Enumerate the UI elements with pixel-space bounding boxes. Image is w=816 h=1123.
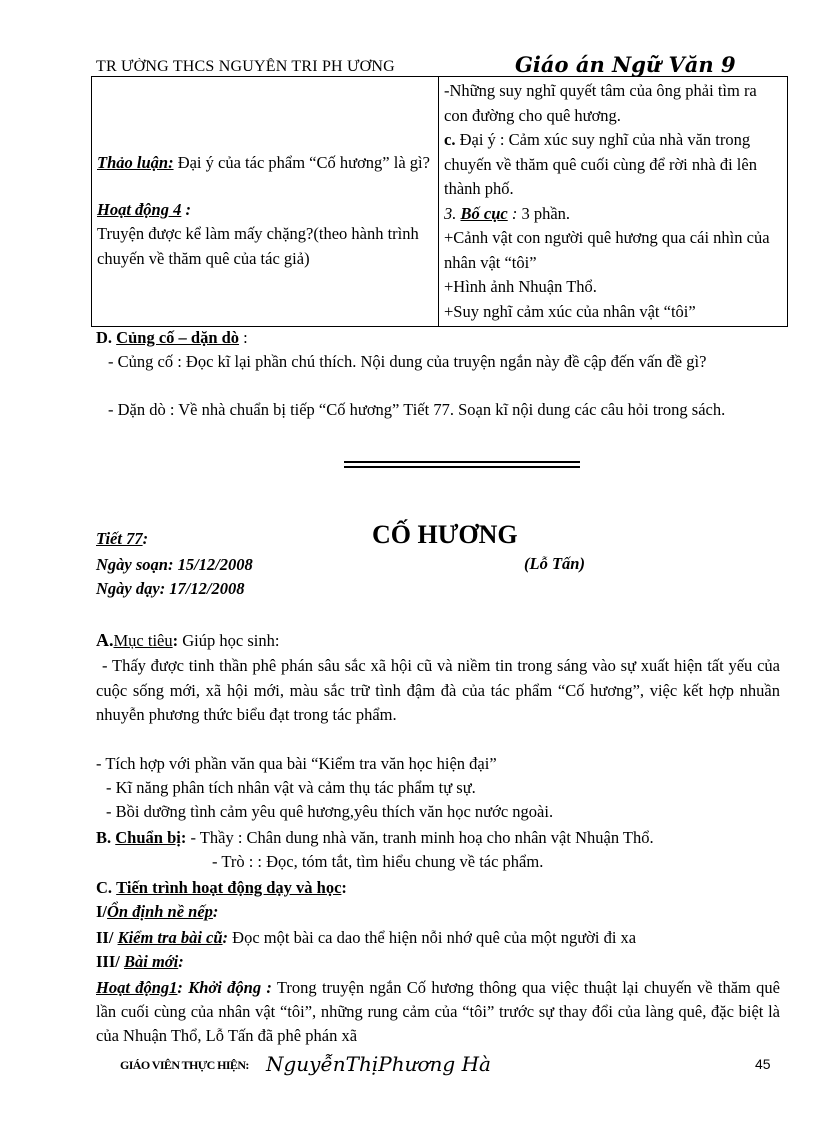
section-d-paragraph-2: - Dặn dò : Về nhà chuẩn bị tiếp “Cố hương” Tiết 77. Soạn kĩ nội dung các câu hỏi trong sách. xyxy=(108,400,726,419)
content-line-2 xyxy=(444,128,782,202)
item-3-colon: : xyxy=(507,203,518,223)
section-a-prefix: A. xyxy=(96,630,114,650)
section-d-colon: : xyxy=(239,328,248,347)
teacher-signature: NguyễnThịPhương Hà xyxy=(266,1052,491,1076)
lesson-title: CỐ HƯƠNG xyxy=(372,520,518,549)
section-a-colon: : xyxy=(172,631,179,650)
item-3-prefix: 3. xyxy=(444,203,457,223)
activity-1-start: Khởi động : xyxy=(188,978,272,997)
step-ii-prefix: II/ xyxy=(96,928,114,947)
page-number: 45 xyxy=(755,1056,771,1072)
period-colon: : xyxy=(142,529,149,548)
table-cell-left xyxy=(92,77,439,327)
section-a-paragraph-3: - Kĩ năng phân tích nhân vật và cảm thụ tác phẩm tự sự. xyxy=(106,778,476,797)
item-3-text: 3 phần. xyxy=(517,203,571,223)
period-label-text: Tiết 77 xyxy=(96,529,143,548)
section-c-heading xyxy=(96,876,780,900)
step-i-prefix: I/ xyxy=(96,902,108,921)
content-line-6: +Suy nghĩ cảm xúc của nhân vật “tôi” xyxy=(444,301,696,321)
discussion-paragraph xyxy=(97,151,433,176)
section-c-colon: : xyxy=(341,878,347,897)
section-a-paragraph-2: - Tích hợp với phần văn qua bài “Kiểm tra văn học hiện đại” xyxy=(96,754,497,773)
section-a-title: Mục tiêu xyxy=(113,631,173,650)
activity-text: Truyện được kể làm mấy chặng?(theo hành trình chuyến về thăm quê của tác giả) xyxy=(97,224,419,268)
divider-line-top xyxy=(344,461,580,463)
section-b-prefix: B. xyxy=(96,828,112,847)
activity-1-paragraph xyxy=(96,976,780,1048)
content-line-1: -Những suy nghĩ quyết tâm của ông phải tìm ra con đường cho quê hương. xyxy=(444,81,757,125)
section-d-paragraph-1: - Củng cố : Đọc kĩ lại phần chú thích. Nội dung của truyện ngắn này đề cập đến vấn đề gì? xyxy=(108,352,707,371)
document-header-title: Giáo án Ngữ Văn 9 xyxy=(515,52,736,77)
teach-date: Ngày dạy: 17/12/2008 xyxy=(96,579,245,598)
section-b-teacher: - Thầy : Chân dung nhà văn, tranh minh hoạ cho nhân vật Nhuận Thổ. xyxy=(186,828,654,847)
activity-colon: : xyxy=(181,199,191,219)
step-ii-text: Đọc một bài ca dao thể hiện nỗi nhớ quê của một người đi xa xyxy=(228,928,637,947)
step-i-colon: : xyxy=(212,902,219,921)
prep-date: Ngày soạn: 15/12/2008 xyxy=(96,555,253,574)
table-cell-right xyxy=(439,77,788,327)
section-b-colon: : xyxy=(180,828,187,847)
section-a-heading xyxy=(96,628,780,653)
section-c-title: Tiến trình hoạt động dạy và học xyxy=(116,878,342,897)
step-iii-prefix: III/ xyxy=(96,952,120,971)
section-a-intro: Giúp học sinh: xyxy=(178,631,280,650)
section-d-title: Củng cố – dặn dò xyxy=(116,328,240,347)
section-d-prefix: D. xyxy=(96,328,113,347)
step-iii-title: Bài mới xyxy=(123,952,179,971)
teacher-label: GIÁO VIÊN THỰC HIỆN: xyxy=(120,1058,249,1072)
activity-heading xyxy=(97,198,433,223)
section-b-heading xyxy=(96,826,780,850)
discussion-text: Đại ý của tác phẩm “Cố hương” là gì? xyxy=(177,153,430,172)
item-c-prefix: c. xyxy=(444,130,456,149)
content-line-4: +Cảnh vật con người quê hương qua cái nhìn của nhân vật “tôi” xyxy=(444,228,770,272)
item-c-text: Đại ý : Cảm xúc suy nghĩ của nhà văn trong chuyến về thăm quê cuối cùng để rời nhà đi lên thành phố. xyxy=(444,130,757,198)
section-d-heading xyxy=(96,326,780,350)
step-iii xyxy=(96,950,780,974)
activity-1-text: Trong truyện ngắn Cố hương thông qua việc thuật lại chuyến về thăm quê lần cuối cùng của nhân vật “tôi”, những rung cảm của “tôi” trước sự thay đổi của làng quê, đặc biệt là của Nhuận Thổ, Lỗ Tấn đã phê phán xã xyxy=(96,978,780,1045)
step-i xyxy=(96,900,780,924)
activity-1-label: Hoạt động1 xyxy=(96,978,178,997)
step-ii-colon: : xyxy=(222,928,229,947)
step-i-title: Ổn định nề nếp xyxy=(107,902,213,921)
activity-label: Hoạt động 4 xyxy=(97,199,182,219)
lesson-author: (Lỗ Tấn) xyxy=(524,554,585,573)
section-a-paragraph-1: - Thấy được tinh thần phê phán sâu sắc xã hội cũ và niềm tin trong sáng vào sự xuất hiện tất yếu của cuộc sống mới, xã hội mới, màu sắc trữ tình đậm đà của tác phẩm “Cố hương”, việc kết hợp nhuần nhuyễn phương thức biểu đạt trong tác phẩm. xyxy=(96,656,780,724)
lesson-table xyxy=(91,76,788,327)
step-ii xyxy=(96,926,780,950)
school-header: TR ƯỜNG THCS NGUYỄN TRI PH ƯƠNG xyxy=(96,58,395,74)
content-line-3 xyxy=(444,202,782,227)
section-b-student: - Trò : : Đọc, tóm tắt, tìm hiểu chung về tác phẩm. xyxy=(212,852,544,871)
content-line-5: +Hình ảnh Nhuận Thổ. xyxy=(444,277,597,296)
item-3-label: Bố cục xyxy=(460,203,508,223)
section-b-title: Chuẩn bị xyxy=(115,828,181,847)
section-a-paragraph-4: - Bồi dưỡng tình cảm yêu quê hương,yêu thích văn học nước ngoài. xyxy=(106,802,554,821)
discussion-label: Thảo luận: xyxy=(97,153,174,172)
divider-line-bottom xyxy=(344,466,580,468)
step-ii-title: Kiểm tra bài cũ xyxy=(117,928,223,947)
activity-1-colon: : xyxy=(177,978,183,997)
step-iii-colon: : xyxy=(178,952,184,971)
table-row xyxy=(92,77,788,327)
section-c-prefix: C. xyxy=(96,878,113,897)
